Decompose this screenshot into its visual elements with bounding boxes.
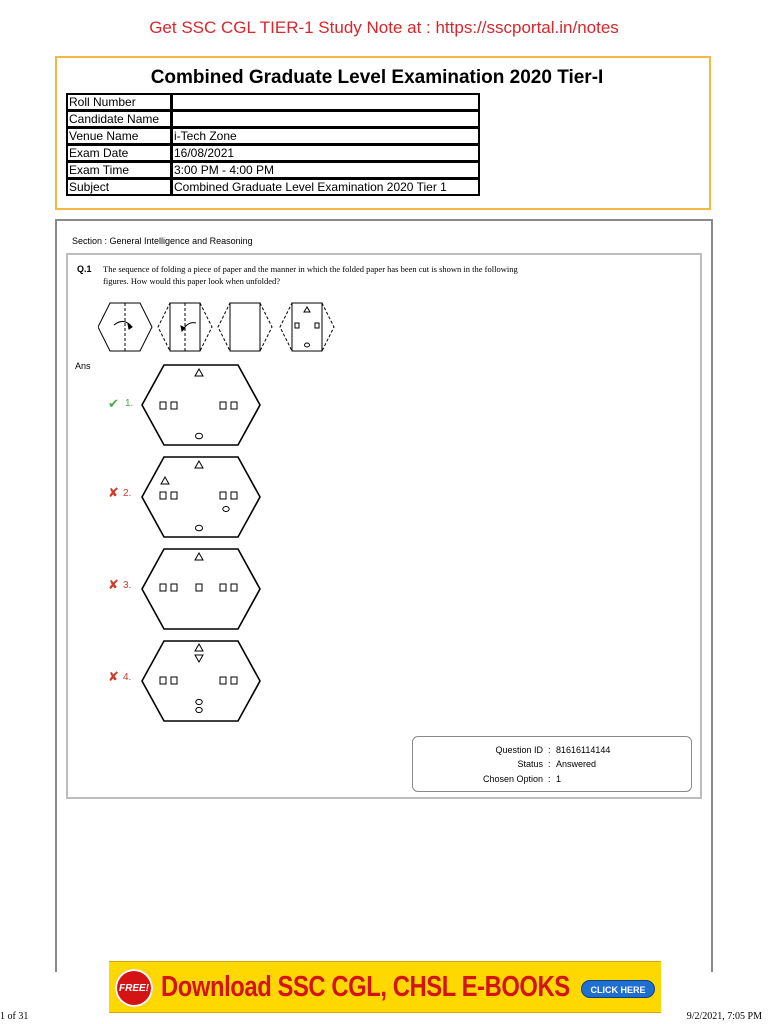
option-number: 4. xyxy=(123,672,132,683)
table-row xyxy=(67,128,480,145)
table-row xyxy=(67,145,480,162)
section-title: Section : General Intelligence and Reasoning xyxy=(72,236,253,246)
table-row xyxy=(67,162,480,179)
option-2[interactable] xyxy=(108,455,288,541)
question-panel xyxy=(55,219,713,972)
cross-icon: ✘ xyxy=(108,670,119,685)
print-datetime: 9/2/2021, 7:05 PM xyxy=(686,1011,762,1022)
question-text: The sequence of folding a piece of paper and the manner in which the folded paper has been cut is shown in the following figures. How would this paper look when unfolded? xyxy=(103,264,518,286)
option-3[interactable] xyxy=(108,547,288,633)
option-number: 1. xyxy=(125,398,134,409)
option-1[interactable] xyxy=(108,363,288,449)
fold-figure-2 xyxy=(158,303,212,351)
fold-figure-3 xyxy=(218,303,272,351)
candidate-info-table xyxy=(66,93,480,196)
option-number: 2. xyxy=(123,488,132,499)
free-badge: FREE! xyxy=(115,969,153,1007)
option-4[interactable] xyxy=(108,639,288,725)
info-value: 3:00 PM - 4:00 PM xyxy=(172,162,480,179)
question-id-value: 81616114144 xyxy=(556,745,611,755)
exam-header xyxy=(55,56,711,210)
info-value: Combined Graduate Level Examination 2020 Tier 1 xyxy=(172,179,480,196)
info-label: Venue Name xyxy=(67,128,172,145)
hexagon-figure xyxy=(140,455,264,539)
fold-figure-4 xyxy=(280,303,334,351)
study-note-link[interactable]: Get SSC CGL TIER-1 Study Note at : https://sscportal.in/notes xyxy=(149,18,619,37)
question-id-label: Question ID xyxy=(495,745,543,755)
exam-title: Combined Graduate Level Examination 2020 Tier-I xyxy=(150,67,604,88)
table-row xyxy=(67,111,480,128)
info-label: Subject xyxy=(67,179,172,196)
status-value: Answered xyxy=(556,759,597,769)
question-figures xyxy=(98,299,338,359)
info-value: 16/08/2021 xyxy=(172,145,480,162)
click-here-button[interactable]: CLICK HERE xyxy=(581,980,655,998)
hexagon-figure xyxy=(140,639,264,723)
cross-icon: ✘ xyxy=(108,486,119,501)
table-row xyxy=(67,94,480,111)
answer-label: Ans xyxy=(75,361,91,371)
question-number: Q.1 xyxy=(77,264,92,274)
banner-text: Download SSC CGL, CHSL E-BOOKS xyxy=(161,971,570,1003)
chosen-option-label: Chosen Option xyxy=(482,774,543,784)
info-value: i-Tech Zone xyxy=(172,128,480,145)
ebook-banner[interactable] xyxy=(109,961,661,1013)
question-box xyxy=(66,253,702,799)
info-value xyxy=(172,94,480,111)
option-number: 3. xyxy=(123,580,132,591)
check-icon: ✔ xyxy=(108,397,119,412)
chosen-option-value: 1 xyxy=(556,774,562,784)
info-label: Exam Time xyxy=(67,162,172,179)
hexagon-figure xyxy=(140,547,264,631)
info-value xyxy=(172,111,480,128)
info-label: Roll Number xyxy=(67,94,172,111)
hexagon-figure xyxy=(140,363,264,447)
status-label: Status xyxy=(517,759,543,769)
fold-figure-1 xyxy=(98,303,152,351)
cross-icon: ✘ xyxy=(108,578,119,593)
info-label: Exam Date xyxy=(67,145,172,162)
page-number: 1 of 31 xyxy=(0,1011,29,1022)
table-row xyxy=(67,179,480,196)
info-label: Candidate Name xyxy=(67,111,172,128)
question-meta-box: Question ID : 81616114144 Status : Answered Chosen Option : 1 xyxy=(412,736,692,792)
